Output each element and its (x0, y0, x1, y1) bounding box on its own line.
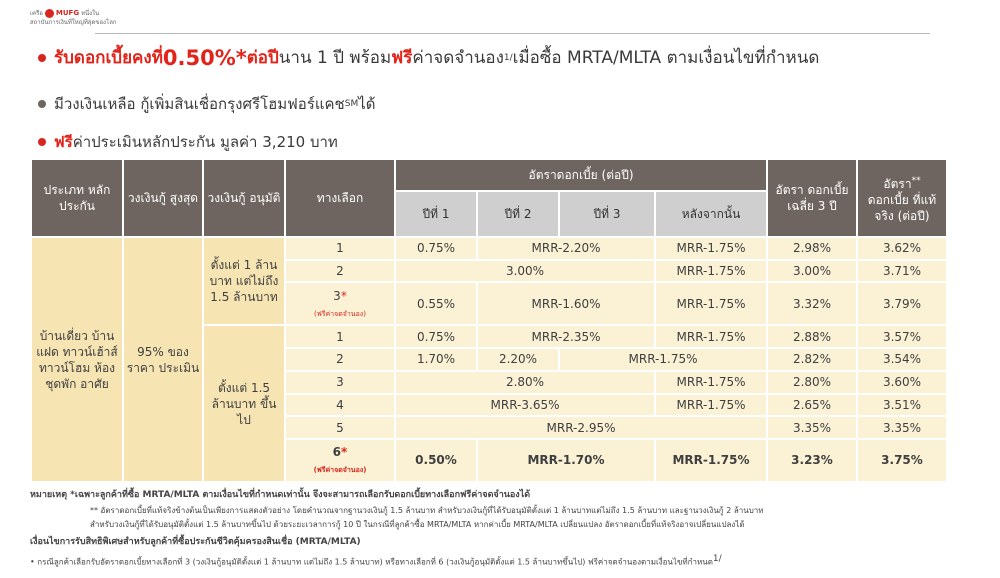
year1-3-cell: MRR-3.65% (395, 394, 655, 417)
promo-mortgage-fee: ค่าจดจำนอง (412, 48, 504, 68)
option-cell: 1 (285, 237, 395, 260)
header-effective-rate-top: อัตรา (883, 176, 912, 191)
header-avg-3y: อัตรา ดอกเบี้ยเฉลี่ย 3 ปี (767, 159, 857, 237)
option-cell: 2 (285, 348, 395, 371)
promo-free-appraisal (38, 130, 338, 154)
thereafter-cell: MRR-1.75% (655, 439, 767, 482)
year1-cell: 0.55% (395, 282, 477, 325)
collateral-type-cell: บ้านเดี่ยว บ้านแฝด ทาวน์เฮ้าส์ ทาวน์โฮม ห้องชุดพัก อาศัย (31, 237, 123, 482)
option-cell (285, 282, 395, 325)
effective-rate-cell: 3.54% (857, 348, 947, 371)
option-number: 6 (332, 445, 342, 460)
effective-rate-cell: 3.75% (857, 439, 947, 482)
promo-home-for-cash-text: มีวงเงินเหลือ กู้เพิ่มสินเชื่อกรุงศรีโฮมฟอร์แคช (54, 95, 345, 113)
thereafter-cell: MRR-1.75% (655, 394, 767, 417)
note-effective-rate-2: สำหรับวงเงินกู้ที่ได้รับอนุมัติตั้งแต่ 1.5 ล้านบาทขึ้นไป ด้วยระยะเวลาการกู้ 10 ปี ในกรณีที่ลูกค้าซื้อ MRTA/MLTA หากค่าเบี้ย MRTA/MLTA เปลี่ยนแปลง อัตราดอกเบี้ยที่แท้จริงอาจเปลี่ยนแปลงได้ (90, 520, 745, 529)
thereafter-cell: MRR-1.75% (655, 371, 767, 394)
effective-rate-cell: 3.71% (857, 260, 947, 283)
option-star: * (340, 288, 347, 303)
header-effective-rate-bottom: ดอกเบี้ย ที่แท้จริง (ต่อปี) (867, 192, 937, 223)
effective-rate-cell: 3.62% (857, 237, 947, 260)
header-max-limit: วงเงินกู้ สูงสุด (123, 159, 203, 237)
header-year-1: ปีที่ 1 (395, 191, 477, 237)
option-cell: 5 (285, 416, 395, 439)
effective-rate-cell: 3.35% (857, 416, 947, 439)
promo-home-for-cash (38, 92, 376, 116)
thereafter-cell: MRR-1.75% (655, 282, 767, 325)
header-option: ทางเลือก (285, 159, 395, 237)
max-limit-cell: 95% ของราคา ประเมิน (123, 237, 203, 482)
header-approved-limit: วงเงินกู้ อนุมัติ (203, 159, 285, 237)
year1-3-cell: 3.00% (395, 260, 655, 283)
promo-free-appraisal-text: ค่าประเมินหลักประกัน มูลค่า 3,210 บาท (72, 133, 338, 151)
effective-rate-cell: 3.57% (857, 325, 947, 348)
avg-rate-cell: 3.00% (767, 260, 857, 283)
option-cell (285, 439, 395, 482)
year2-3-cell: MRR-2.35% (477, 325, 655, 348)
free-fee-note: (ฟรีค่าจดจำนอง) (314, 309, 366, 318)
option-cell: 3 (285, 371, 395, 394)
approved-limit-group-2: ตั้งแต่ 1.5 ล้านบาท ขึ้นไป (203, 325, 285, 482)
year1-cell: 0.75% (395, 237, 477, 260)
promo-home-for-cash-end: ได้ (358, 95, 376, 113)
header-year-2: ปีที่ 2 (477, 191, 559, 237)
promo-footnote-mark: 1/ (503, 52, 513, 63)
logo-prefix: เครือ (30, 10, 43, 17)
avg-rate-cell: 3.35% (767, 416, 857, 439)
option-star: * (341, 445, 348, 460)
year2-3-cell: MRR-2.20% (477, 237, 655, 260)
approved-limit-group-1: ตั้งแต่ 1 ล้านบาท แต่ไม่ถึง 1.5 ล้านบาท (203, 237, 285, 325)
thereafter-cell: MRR-1.75% (655, 325, 767, 348)
effective-rate-footnote-mark: ** (911, 175, 921, 186)
promo-condition: เมื่อซื้อ MRTA/MLTA ตามเงื่อนไขที่กำหนด (512, 48, 820, 68)
free-fee-note: (ฟรีค่าจดจำนอง) (313, 466, 367, 475)
header-effective-rate (857, 159, 947, 237)
avg-rate-cell: 2.98% (767, 237, 857, 260)
bullet-dot-icon (38, 138, 46, 146)
condition-footnote-mark: 1/ (712, 554, 722, 564)
avg-rate-cell: 2.88% (767, 325, 857, 348)
option-cell: 2 (285, 260, 395, 283)
promo-rate-unit: ต่อปี (246, 48, 279, 68)
year1-cell: 1.70% (395, 348, 477, 371)
thereafter-cell: MRR-1.75% (655, 237, 767, 260)
effective-rate-cell: 3.51% (857, 394, 947, 417)
note-mrta-condition: หมายเหตุ *เฉพาะลูกค้าที่ซื้อ MRTA/MLTA ตามเงื่อนไขที่กำหนดเท่านั้น จึงจะสามารถเลือกรับดอกเบี้ยทางเลือกฟรีค่าจดจำนองได้ (30, 490, 531, 500)
option-cell: 4 (285, 394, 395, 417)
avg-rate-cell: 2.82% (767, 348, 857, 371)
year2-3-cell: MRR-1.60% (477, 282, 655, 325)
promo-rate-value: 0.50%* (162, 45, 247, 70)
top-divider (95, 33, 930, 34)
option-cell: 1 (285, 325, 395, 348)
thereafter-cell: MRR-1.75% (655, 260, 767, 283)
avg-rate-cell: 2.80% (767, 371, 857, 394)
mufg-logo-icon (45, 9, 54, 18)
header-interest-rate: อัตราดอกเบี้ย (ต่อปี) (395, 159, 767, 191)
all-years-cell: MRR-2.95% (395, 416, 767, 439)
year3-thereafter-cell: MRR-1.75% (559, 348, 767, 371)
header-collateral-type: ประเภท หลักประกัน (31, 159, 123, 237)
promo-free: ฟรี (391, 48, 413, 68)
bullet-dot-icon (38, 54, 46, 62)
year1-cell: 0.75% (395, 325, 477, 348)
logo-suffix: หนึ่งใน (81, 10, 100, 17)
service-mark: SM (344, 99, 359, 109)
promo-fixed-rate-label: รับดอกเบี้ยคงที่ (54, 48, 163, 68)
avg-rate-cell: 2.65% (767, 394, 857, 417)
year1-cell: 0.50% (395, 439, 477, 482)
year2-cell: 2.20% (477, 348, 559, 371)
conditions-heading: เงื่อนไขการรับสิทธิพิเศษสำหรับลูกค้าที่ซื้อประกันชีวิตคุ้มครองสินเชื่อ (MRTA/MLTA) (30, 537, 361, 547)
promo-free-label: ฟรี (54, 133, 73, 151)
promo-fixed-rate (38, 44, 819, 71)
footnotes (30, 487, 970, 571)
condition-text: • กรณีลูกค้าเลือกรับอัตราดอกเบี้ยทางเลือกที่ 3 (วงเงินกู้อนุมัติตั้งแต่ 1 ล้านบาท แต่ไม่ถึง 1.5 ล้านบาท) หรือทางเลือกที่ 6 (วงเงินกู้อนุมัติตั้งแต่ 1.5 ล้านบาทขึ้นไป) ฟรีค่าจดจำนองตามเงื่อนไขที่กำหนด (30, 557, 713, 567)
effective-rate-cell: 3.60% (857, 371, 947, 394)
bullet-dot-icon (38, 100, 46, 108)
logo-brand: MUFG (55, 9, 80, 17)
avg-rate-cell: 3.32% (767, 282, 857, 325)
year1-3-cell: 2.80% (395, 371, 655, 394)
year2-3-cell: MRR-1.70% (477, 439, 655, 482)
interest-rate-table (30, 158, 948, 483)
condition-item (30, 551, 970, 571)
header-thereafter: หลังจากนั้น (655, 191, 767, 237)
effective-rate-cell: 3.79% (857, 282, 947, 325)
promo-duration: นาน 1 ปี พร้อม (278, 48, 392, 68)
krungsri-logo (30, 9, 117, 27)
logo-tagline: สถาบันการเงินที่ใหญ่ที่สุดของโลก (30, 19, 117, 26)
header-year-3: ปีที่ 3 (559, 191, 655, 237)
option-number: 3 (333, 288, 341, 303)
avg-rate-cell: 3.23% (767, 439, 857, 482)
note-effective-rate-1: ** อัตราดอกเบี้ยที่แท้จริงข้างต้นเป็นเพียงการแสดงตัวอย่าง โดยคำนวณจากฐานวงเงินกู้ 1.5 ล้านบาท สำหรับวงเงินกู้ที่ได้รับอนุมัติตั้งแต่ 1 ล้านบาทแต่ไม่ถึง 1.5 ล้านบาท และฐานวงเงินกู้ 2 ล้านบาท (90, 506, 764, 515)
